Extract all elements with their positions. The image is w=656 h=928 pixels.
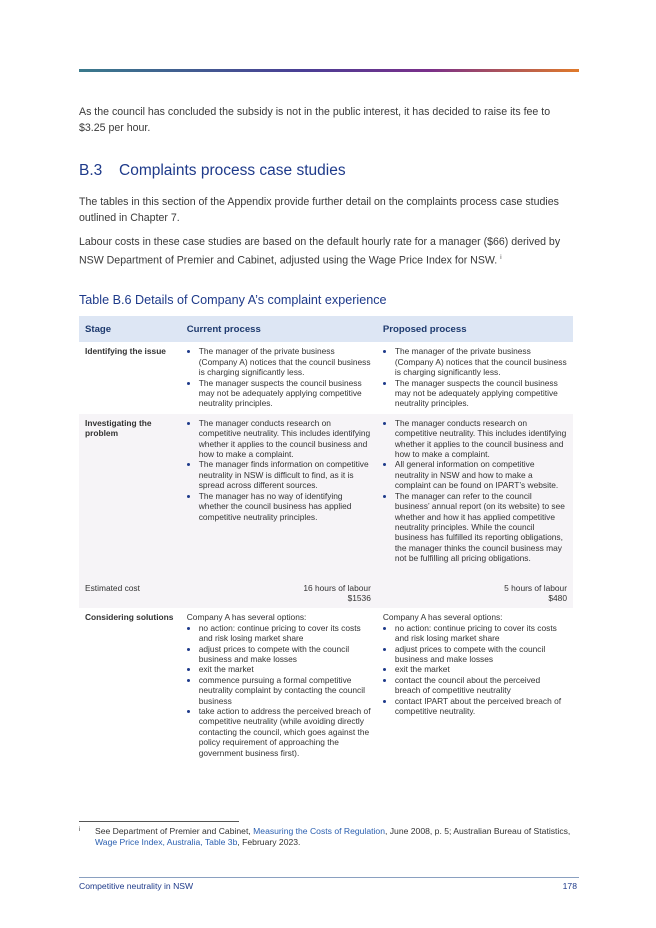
list-item: • no action: continue pricing to cover its costs and risk losing market share [395, 623, 567, 644]
row-cost [79, 569, 573, 609]
row-investigating [79, 414, 573, 569]
footnote-link-costs-of-regulation[interactable]: Measuring the Costs of Regulation [253, 826, 385, 836]
identifying-proposed [377, 342, 573, 413]
cost-current [181, 569, 377, 609]
list-item: • The manager of the private business (Company A) notices that the council business is charging significantly less. [395, 346, 567, 377]
list-item: • commence pursuing a formal competitive neutrality complaint by contacting the council business [199, 675, 371, 706]
paragraph-2-text: Labour costs in these case studies are based on the default hourly rate for a manager ($66) derived by NSW Department of Premier and Cabinet, adjusted using the Wage Price Index for NSW. [79, 236, 561, 267]
section-heading [79, 162, 346, 180]
considering-proposed-intro: Company A has several options: [382, 612, 503, 623]
list-item: • The manager conducts research on competitive neutrality. This includes identifying whether it applies to the council business and how to make a complaint. [395, 418, 567, 460]
cost-label: Estimated cost [79, 569, 181, 609]
footnote-text-pre: See Department of Premier and Cabinet, [95, 826, 254, 836]
investigating-proposed [377, 414, 573, 569]
list-item: • no action: continue pricing to cover its costs and risk losing market share [199, 623, 371, 644]
header-proposed: Proposed process [377, 316, 573, 342]
footnote-text-mid: , June 2008, p. 5; Australian Bureau of Statistics, [384, 826, 571, 836]
header-current: Current process [181, 316, 377, 342]
footnote-divider [79, 821, 239, 822]
list-item: • All general information on competitive neutrality in NSW and how to make a complaint can be found on IPART’s website. [395, 459, 567, 490]
footnote-marker: i [79, 827, 81, 833]
identifying-current [181, 342, 377, 413]
footnote-text-post: , February 2023. [237, 837, 301, 847]
paragraph-2 [79, 234, 579, 269]
footnote-link-wage-price-index[interactable]: Wage Price Index, Australia, Table 3b [95, 837, 238, 847]
stage-identifying: Identifying the issue [85, 346, 166, 357]
list-item: • contact the council about the perceived breach of competitive neutrality [395, 675, 567, 696]
stage-considering: Considering solutions [85, 612, 174, 623]
cost-current-amount: $1536 [347, 592, 371, 603]
list-item: • The manager of the private business (Company A) notices that the council business is charging significantly less. [199, 346, 371, 377]
list-item: • exit the market [199, 664, 371, 674]
row-considering [79, 608, 573, 763]
paragraph-1: The tables in this section of the Appendix provide further detail on the complaints process case studies outlined in Chapter 7. [79, 196, 559, 224]
stage-investigating: Investigating the problem [79, 414, 181, 569]
cost-proposed-hours: 5 hours of labour [504, 582, 567, 593]
footnote [79, 826, 579, 848]
list-item: • The manager can refer to the council business’ annual report (on its website) to see whether and how it has applied competitive neutrality principles. While the council business has fulfilled its reporting obligations, the manager thinks the council business may not be fulfilling all pricing obligations. [395, 491, 567, 564]
considering-current-intro: Company A has several options: [186, 612, 307, 623]
list-item: • adjust prices to compete with the council business and make losses [199, 644, 371, 665]
list-item: • adjust prices to compete with the council business and make losses [395, 644, 567, 665]
footnote-ref[interactable]: i [500, 255, 502, 261]
list-item: • The manager suspects the council business may not be adequately applying competitive neutrality principles. [395, 378, 567, 409]
footer-title: Competitive neutrality in NSW [79, 881, 194, 891]
list-item: • take action to address the perceived breach of competitive neutrality (while avoiding directly contacting the council, which goes against the policy requirement of approaching the government business first). [199, 706, 371, 758]
list-item: • The manager has no way of identifying whether the council business has applied competitive neutrality principles. [199, 491, 371, 522]
table-header-row [79, 316, 573, 342]
header-stage: Stage [79, 316, 181, 342]
intro-paragraph: As the council has concluded the subsidy is not in the public interest, it has decided to raise its fee to $3.25 per hour. [79, 106, 551, 134]
investigating-current [181, 414, 377, 569]
page-number: 178 [562, 881, 577, 891]
list-item: • exit the market [395, 664, 567, 674]
cost-proposed-amount: $480 [548, 592, 567, 603]
top-gradient-bar [79, 69, 579, 72]
section-title: Complaints process case studies [119, 162, 346, 179]
considering-proposed [377, 608, 573, 763]
list-item: • The manager finds information on competitive neutrality in NSW is difficult to find, as it is spread across different sources. [199, 459, 371, 490]
table-title: Table B.6 Details of Company A’s complaint experience [79, 293, 387, 307]
list-item: • The manager conducts research on competitive neutrality. This includes identifying whether it applies to the council business and how to make a complaint. [199, 418, 371, 460]
cost-proposed [377, 569, 573, 609]
cost-current-hours: 16 hours of labour [303, 582, 371, 593]
complaint-table [79, 316, 573, 763]
section-number: B.3 [79, 162, 103, 179]
list-item: • contact IPART about the perceived breach of competitive neutrality. [395, 696, 567, 717]
considering-current [181, 608, 377, 763]
footer-divider [79, 877, 579, 878]
list-item: • The manager suspects the council business may not be adequately applying competitive neutrality principles. [199, 378, 371, 409]
row-identifying [79, 342, 573, 413]
